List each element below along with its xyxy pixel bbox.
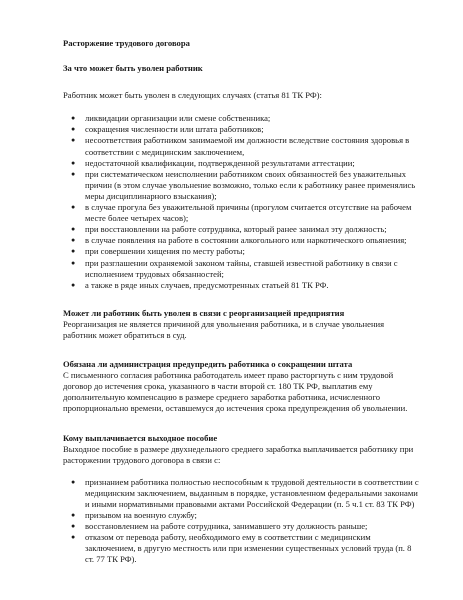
list-item-text: ликвидации организации или смене собственника; — [85, 113, 271, 124]
list-item — [63, 135, 419, 157]
list-item-text: при совершении хищения по месту работы; — [85, 246, 245, 257]
list-item — [63, 477, 419, 510]
bullet-icon: ● — [71, 125, 76, 134]
document-title: Расторжение трудового договора — [63, 38, 190, 48]
section-reorganization — [63, 308, 419, 341]
section-heading: Кому выплачивается выходное пособие — [63, 432, 218, 443]
section-dismissal-grounds — [63, 63, 419, 291]
section-heading: Может ли работник быть уволен в связи с реорганизацией предприятия — [63, 307, 345, 318]
list-item-text: призывом на военную службу; — [85, 510, 197, 521]
list-item-text: сокращения численности или штата работников; — [85, 124, 264, 135]
list-item-text: а также в ряде иных случаев, предусмотренных статьей 81 ТК РФ. — [85, 279, 329, 290]
list-item-text: при систематическом неисполнении работником своих обязанностей без уважительных причин (в этом случае увольнение возможно, только если к работнику ранее применялись меры дисциплинарного взыскания); — [85, 168, 416, 201]
bullet-icon: ● — [71, 225, 76, 234]
list-item — [63, 246, 419, 257]
bullet-icon: ● — [71, 280, 76, 289]
list-item-text: недостаточной квалификации, подтвержденной результатами аттестации; — [85, 157, 355, 168]
bullet-icon: ● — [71, 258, 76, 267]
section-heading: Обязана ли администрация предупредить работника о сокращении штата — [63, 359, 353, 370]
bullet-icon: ● — [71, 136, 76, 145]
bullet-icon: ● — [71, 203, 76, 212]
list-item — [63, 258, 419, 280]
bullet-icon: ● — [71, 533, 76, 542]
list-item-text: в случае появления на работе в состоянии алкогольного или наркотического опьянения; — [85, 235, 407, 246]
bullet-list — [63, 113, 419, 291]
bullet-icon: ● — [71, 114, 76, 123]
list-item — [63, 169, 419, 202]
bullet-icon: ● — [71, 522, 76, 531]
section-text: Реорганизация не является причиной для увольнения работника, и в случае увольнения работник может обратиться в суд. — [63, 318, 385, 340]
list-item — [63, 521, 419, 532]
list-item — [63, 124, 419, 135]
list-item — [63, 158, 419, 169]
section-intro: Работник может быть уволен в следующих случаях (статья 81 ТК РФ): — [63, 90, 322, 101]
bullet-icon: ● — [71, 247, 76, 256]
section-heading: За что может быть уволен работник — [63, 63, 203, 74]
list-item-text: при восстановлении на работе сотрудника, который ранее занимал эту должность; — [85, 224, 387, 235]
list-item-text: при разглашении охраняемой законом тайны, ставшей известной работнику в связи с исполнением трудовых обязанностей; — [85, 257, 398, 279]
bullet-list — [63, 477, 419, 566]
section-severance-pay — [63, 433, 419, 566]
list-item-text: в случае прогула без уважительной причины (прогулом считается отсутствие на рабочем месте более четырех часов); — [85, 202, 412, 224]
list-item-text: восстановлением на работе сотрудника, занимавшего эту должность раньше; — [85, 521, 368, 532]
list-item-text: несоответствия работником занимаемой им должности вследствие состояния здоровья в соответствии с медицинским заключением, — [85, 135, 410, 157]
bullet-icon: ● — [71, 236, 76, 245]
list-item-text: отказом от перевода работу, необходимого ему в соответствии с медицинским заключением, в другую местность или при изменении существенных условий труда (п. 8 ст. 77 ТК РФ). — [85, 532, 412, 565]
list-item — [63, 224, 419, 235]
list-item-text: признанием работника полностью неспособным к трудовой деятельности в соответствии с медицинским заключением, выданным в порядке, установленном федеральными законами и иными нормативными правовыми актами Российской Федерации (п. 5 ч.1 ст. 83 ТК РФ) — [85, 476, 419, 509]
section-staff-reduction-notice — [63, 359, 419, 414]
list-item — [63, 235, 419, 246]
list-item — [63, 113, 419, 124]
list-item — [63, 532, 419, 565]
bullet-icon: ● — [71, 158, 76, 167]
list-item — [63, 280, 419, 291]
list-item — [63, 510, 419, 521]
section-text: С письменного согласия работника работодатель имеет право расторгнуть с ним трудовой договор до истечения срока, указанного в части второй ст. 180 ТК РФ, выплатив ему дополнительную компенсацию в размере среднего заработка работника, исчисленного пропорционально времени, оставшемуся до истечения срока предупреждения об увольнении. — [63, 370, 408, 414]
bullet-icon: ● — [71, 477, 76, 486]
list-item — [63, 202, 419, 224]
bullet-icon: ● — [71, 511, 76, 520]
section-text: Выходное пособие в размере двухнедельного среднего заработка выплачивается работнику при расторжении трудового договора в связи с: — [63, 443, 414, 465]
bullet-icon: ● — [71, 169, 76, 178]
